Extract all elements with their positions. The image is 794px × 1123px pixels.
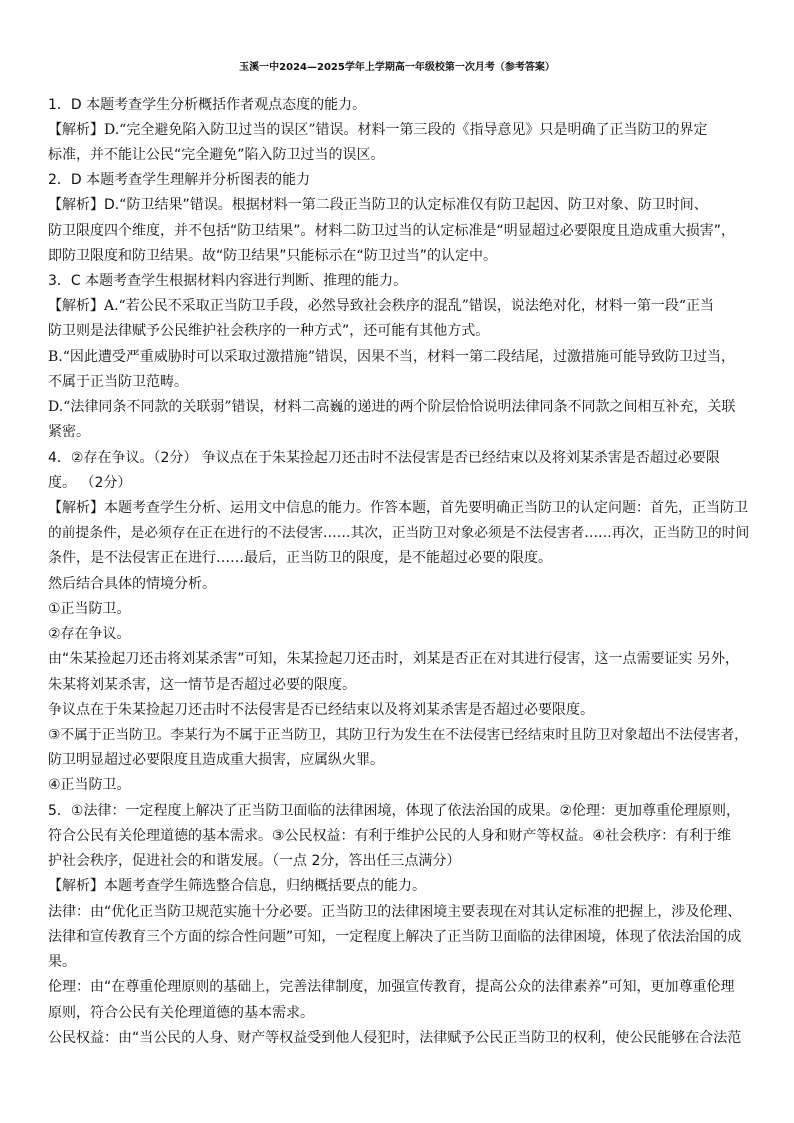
answer-line: 法律和宣传教育三个方面的综合性问题”可知，一定程度上解决了正当防卫面临的法律困境，体现了依法治国的成 <box>48 929 742 945</box>
page-title: 玉溪一中2024—2025学年上学期高一年级校第一次月考（参考答案） <box>239 62 555 73</box>
answer-line: 法律：由“优化正当防卫规范实施十分必要。正当防卫的法律困境主要表现在对其认定标准的把握上，涉及伦理、 <box>48 904 742 920</box>
answer-line: 伦理：由“在尊重伦理原则的基础上，完善法律制度，加强宣传教育，提高公众的法律素养”可知，更加尊重伦理 <box>48 979 735 995</box>
answer-line: 果。 <box>48 954 76 970</box>
answer-line: 争议点在于朱某捡起刀还击时不法侵害是否已经结束以及将刘某杀害是否超过必要限度。 <box>48 702 594 718</box>
answer-line: 3．C 本题考查学生根据材料内容进行判断、推理的能力。 <box>48 273 408 289</box>
answer-line: 【解析】本题考查学生筛选整合信息，归纳概括要点的能力。 <box>48 878 426 894</box>
answer-line: 不属于正当防卫范畴。 <box>48 374 188 390</box>
answer-line: 朱某将刘某杀害，这一情节是否超过必要的限度。 <box>48 677 356 693</box>
answer-line: D.“法律同条不同款的关联弱”错误，材料二高巍的递进的两个阶层恰恰说明法律同条不同款之间相互补充，关联 <box>48 399 736 415</box>
answer-line: 【解析】本题考查学生分析、运用文中信息的能力。作答本题，首先要明确正当防卫的认定问题：首先，正当防卫 <box>48 500 748 516</box>
answer-line: ②存在争议。 <box>48 626 131 642</box>
answer-line: 防卫限度四个维度，并不包括“防卫结果”。材料二防卫过当的认定标准是“明显超过必要限度且造成重大损害”， <box>48 223 736 239</box>
answer-line: 然后结合具体的情境分析。 <box>48 576 216 592</box>
answer-line: 原则，符合公民有关伦理道德的基本需求。 <box>48 1005 314 1021</box>
answer-line: 即防卫限度和防卫结果。故“防卫结果”只能标示在“防卫过当”的认定中。 <box>48 248 498 264</box>
answer-line: 的前提条件，是必须存在正在进行的不法侵害……其次，正当防卫对象必须是不法侵害者……再次，正当防卫的时间 <box>48 525 750 541</box>
answer-line: 1．D 本题考查学生分析概括作者观点态度的能力。 <box>48 97 367 113</box>
answer-line: 防卫明显超过必要限度且造成重大损害，应属纵火罪。 <box>48 752 384 768</box>
answer-line: 符合公民有关伦理道德的基本需求。③公民权益：有利于维护公民的人身和财产等权益。④社会秩序：有利于维 <box>48 828 732 844</box>
answer-line: 2．D 本题考查学生理解并分析图表的能力 <box>48 172 311 188</box>
answer-line: 条件，是不法侵害正在进行……最后，正当防卫的限度，是不能超过必要的限度。 <box>48 550 552 566</box>
answer-line: 防卫则是法律赋予公民维护社会秩序的一种方式”，还可能有其他方式。 <box>48 323 490 339</box>
answer-line: 由“朱某捡起刀还击将刘某杀害”可知，朱某捡起刀还击时，刘某是否正在对其进行侵害，这一点需要证实 另外， <box>48 651 739 667</box>
answer-line: 【解析】D.“完全避免陷入防卫过当的误区”错误。材料一第三段的《指导意见》只是明确了正当防卫的界定 <box>48 122 708 138</box>
answer-line: ③不属于正当防卫。李某行为不属于正当防卫，其防卫行为发生在不法侵害已经结束时且防卫对象超出不法侵害者， <box>48 727 748 743</box>
answer-line: 标准，并不能让公民“完全避免”陷入防卫过当的误区。 <box>48 147 385 163</box>
answer-line: 【解析】A.“若公民不采取正当防卫手段，必然导致社会秩序的混乱”错误，说法绝对化，材料一第一段“正当 <box>48 298 715 314</box>
answer-line: 紧密。 <box>48 424 90 440</box>
answer-line: ①正当防卫。 <box>48 601 131 617</box>
answer-line: 公民权益：由“当公民的人身、财产等权益受到他人侵犯时，法律赋予公民正当防卫的权利，使公民能够在合法范 <box>48 1030 742 1046</box>
answer-line: 度。 （2分） <box>48 475 132 491</box>
answer-line: 5．①法律：一定程度上解决了正当防卫面临的法律困境，体现了依法治国的成果。②伦理：更加尊重伦理原则， <box>48 803 741 819</box>
answer-line: 4．②存在争议。（2分） 争议点在于朱某捡起刀还击时不法侵害是否已经结束以及将刘某杀害是否超过必要限 <box>48 450 720 466</box>
answer-line: B.“因此遭受严重威胁时可以采取过激措施”错误，因果不当，材料一第二段结尾，过激措施可能导致防卫过当， <box>48 349 736 365</box>
answer-line: 【解析】D.“防卫结果”错误。根据材料一第二段正当防卫的认定标准仅有防卫起因、防卫对象、防卫时间、 <box>48 197 708 213</box>
answer-line: ④正当防卫。 <box>48 777 131 793</box>
answer-line: 护社会秩序，促进社会的和谐发展。（一点 2分，答出任三点满分） <box>48 853 461 869</box>
